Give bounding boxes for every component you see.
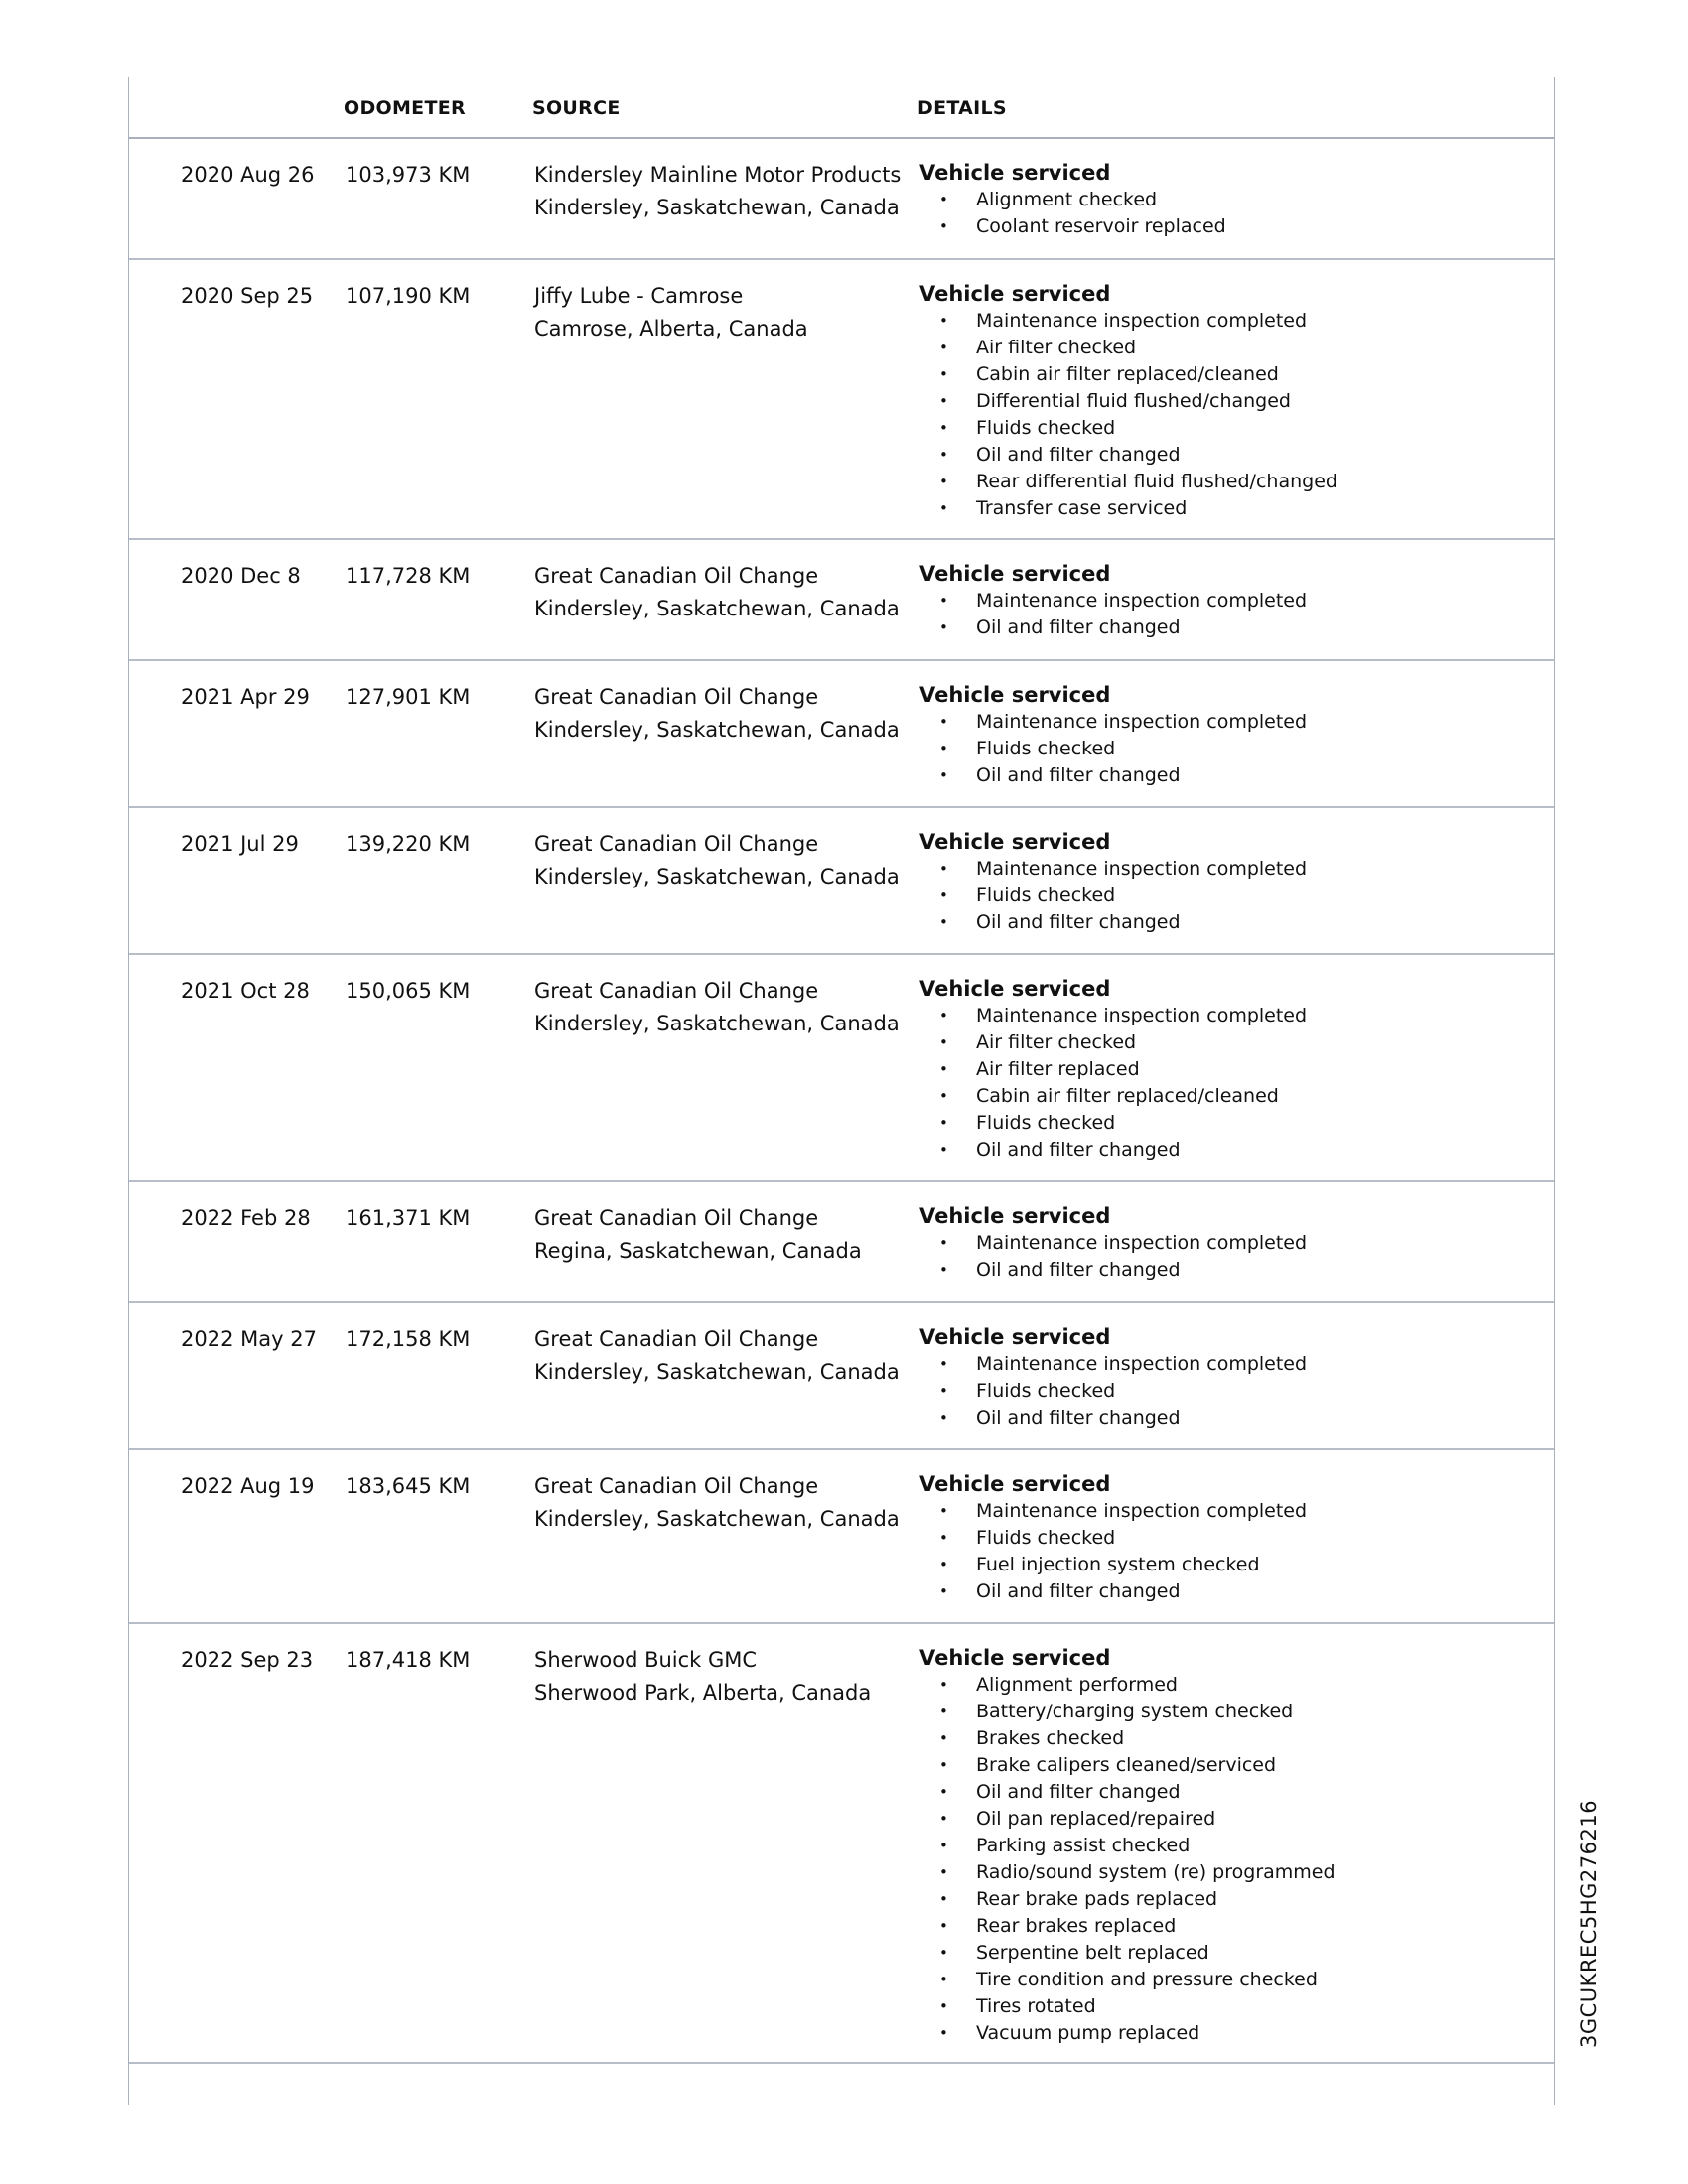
detail-items-list: [919, 1230, 1307, 1284]
list-item-text: Maintenance inspection completed: [976, 310, 1308, 332]
list-item: [919, 883, 1307, 909]
bullet-icon: •: [939, 1007, 948, 1024]
list-item-text: Maintenance inspection completed: [976, 1500, 1308, 1522]
source-name: Great Canadian Oil Change: [534, 685, 819, 709]
detail-items-list: [919, 308, 1337, 522]
list-item-text: Tires rotated: [976, 1995, 1096, 2017]
list-item-text: Rear brake pads replaced: [976, 1888, 1218, 1910]
list-item-text: Maintenance inspection completed: [976, 1232, 1308, 1254]
bullet-icon: •: [939, 1944, 948, 1962]
service-history-table: [128, 77, 1555, 2105]
source-name: Great Canadian Oil Change: [534, 832, 819, 856]
list-item: [919, 1806, 1336, 1833]
service-date: 2022 Sep 23: [181, 1648, 314, 1672]
service-date: 2021 Oct 28: [181, 979, 310, 1003]
detail-items-list: [919, 187, 1226, 240]
list-item: [919, 588, 1307, 614]
bullet-icon: •: [939, 913, 948, 931]
bullet-icon: •: [939, 446, 948, 464]
bullet-icon: •: [939, 1756, 948, 1774]
source-location: Sherwood Park, Alberta, Canada: [534, 1681, 872, 1705]
list-item: [919, 1672, 1336, 1699]
list-item-text: Differential fluid flushed/changed: [976, 390, 1291, 412]
service-details: [919, 975, 1307, 1163]
detail-items-list: [919, 1003, 1307, 1163]
list-item: [919, 1110, 1307, 1137]
list-item: [919, 187, 1226, 213]
bullet-icon: •: [939, 1783, 948, 1801]
list-item-text: Alignment performed: [976, 1674, 1178, 1696]
odometer-reading: 103,973 KM: [346, 163, 471, 187]
service-details: [919, 1644, 1336, 2047]
list-item: [919, 1378, 1307, 1405]
list-item-text: Oil and filter changed: [976, 1580, 1181, 1602]
list-item-text: Vacuum pump replaced: [976, 2022, 1200, 2044]
list-item-text: Fluids checked: [976, 417, 1116, 439]
list-item: [919, 388, 1337, 415]
list-item-text: Fluids checked: [976, 1527, 1116, 1549]
bullet-icon: •: [939, 2024, 948, 2042]
list-item-text: Oil and filter changed: [976, 1781, 1181, 1803]
service-source: [534, 828, 900, 893]
bullet-icon: •: [939, 1060, 948, 1078]
bullet-icon: •: [939, 1502, 948, 1520]
list-item-text: Rear brakes replaced: [976, 1915, 1177, 1937]
odometer-reading: 139,220 KM: [346, 832, 471, 856]
list-item: [919, 213, 1226, 240]
bullet-icon: •: [939, 860, 948, 878]
source-name: Great Canadian Oil Change: [534, 1327, 819, 1351]
bullet-icon: •: [939, 1409, 948, 1427]
list-item: [919, 614, 1307, 641]
detail-title: Vehicle serviced: [919, 830, 1111, 854]
service-source: [534, 560, 900, 625]
detail-title: Vehicle serviced: [919, 282, 1111, 306]
list-item: [919, 1993, 1336, 2020]
list-item-text: Oil and filter changed: [976, 1139, 1181, 1160]
list-item: [919, 1056, 1307, 1083]
list-item: [919, 1029, 1307, 1056]
service-date: 2022 Feb 28: [181, 1206, 311, 1230]
bullet-icon: •: [939, 740, 948, 757]
list-item-text: Oil and filter changed: [976, 764, 1181, 786]
list-item: [919, 1779, 1336, 1806]
list-item: [919, 1083, 1307, 1110]
list-item-text: Maintenance inspection completed: [976, 858, 1308, 880]
source-location: Kindersley, Saskatchewan, Canada: [534, 196, 900, 219]
bullet-icon: •: [939, 1261, 948, 1279]
list-item-text: Air filter checked: [976, 337, 1137, 358]
list-item: [919, 1257, 1307, 1284]
detail-title: Vehicle serviced: [919, 161, 1111, 185]
service-date: 2020 Aug 26: [181, 163, 315, 187]
list-item: [919, 469, 1337, 495]
detail-title: Vehicle serviced: [919, 562, 1111, 586]
source-location: Kindersley, Saskatchewan, Canada: [534, 597, 900, 620]
list-item-text: Oil and filter changed: [976, 444, 1181, 466]
detail-items-list: [919, 709, 1307, 789]
list-item-text: Maintenance inspection completed: [976, 590, 1308, 612]
list-item-text: Fluids checked: [976, 1380, 1116, 1402]
odometer-reading: 161,371 KM: [346, 1206, 471, 1230]
list-item: [919, 1405, 1307, 1432]
list-item-text: Coolant reservoir replaced: [976, 215, 1226, 237]
bullet-icon: •: [939, 312, 948, 330]
list-item-text: Fluids checked: [976, 885, 1116, 906]
table-row: [129, 139, 1554, 260]
source-name: Great Canadian Oil Change: [534, 979, 819, 1003]
list-item-text: Cabin air filter replaced/cleaned: [976, 363, 1279, 385]
table-header: [129, 77, 1554, 139]
list-item: [919, 1699, 1336, 1725]
list-item-text: Maintenance inspection completed: [976, 1005, 1308, 1026]
list-item: [919, 709, 1307, 736]
list-item-text: Radio/sound system (re) programmed: [976, 1861, 1336, 1883]
header-source: SOURCE: [532, 97, 621, 119]
list-item-text: Serpentine belt replaced: [976, 1942, 1209, 1964]
bullet-icon: •: [939, 1141, 948, 1159]
list-item: [919, 1351, 1307, 1378]
service-source: [534, 280, 808, 345]
bullet-icon: •: [939, 365, 948, 383]
service-source: [534, 975, 900, 1040]
list-item: [919, 736, 1307, 762]
list-item: [919, 495, 1337, 522]
table-row: [129, 955, 1554, 1182]
service-date: 2022 Aug 19: [181, 1474, 315, 1498]
detail-title: Vehicle serviced: [919, 1325, 1111, 1349]
list-item-text: Oil and filter changed: [976, 1259, 1181, 1281]
bullet-icon: •: [939, 713, 948, 731]
list-item: [919, 1578, 1307, 1605]
table-row: [129, 1450, 1554, 1624]
detail-items-list: [919, 1498, 1307, 1605]
odometer-reading: 127,901 KM: [346, 685, 471, 709]
list-item-text: Brakes checked: [976, 1727, 1125, 1749]
bullet-icon: •: [939, 1582, 948, 1600]
bullet-icon: •: [939, 1837, 948, 1854]
list-item: [919, 1833, 1336, 1859]
bullet-icon: •: [939, 392, 948, 410]
service-source: [534, 1323, 900, 1389]
service-date: 2021 Jul 29: [181, 832, 299, 856]
list-item: [919, 1498, 1307, 1525]
service-details: [919, 159, 1226, 240]
source-name: Great Canadian Oil Change: [534, 564, 819, 588]
bullet-icon: •: [939, 1917, 948, 1935]
list-item: [919, 1525, 1307, 1552]
bullet-icon: •: [939, 1729, 948, 1747]
service-details: [919, 1323, 1307, 1432]
list-item-text: Cabin air filter replaced/cleaned: [976, 1085, 1279, 1107]
list-item: [919, 1967, 1336, 1993]
bullet-icon: •: [939, 766, 948, 784]
list-item-text: Brake calipers cleaned/serviced: [976, 1754, 1277, 1776]
odometer-reading: 183,645 KM: [346, 1474, 471, 1498]
source-location: Camrose, Alberta, Canada: [534, 317, 808, 341]
service-details: [919, 681, 1307, 789]
list-item-text: Fuel injection system checked: [976, 1554, 1260, 1575]
list-item: [919, 1137, 1307, 1163]
source-location: Kindersley, Saskatchewan, Canada: [534, 865, 900, 888]
odometer-reading: 117,728 KM: [346, 564, 471, 588]
source-name: Sherwood Buick GMC: [534, 1648, 758, 1672]
detail-title: Vehicle serviced: [919, 1472, 1111, 1496]
bullet-icon: •: [939, 1529, 948, 1547]
odometer-reading: 107,190 KM: [346, 284, 471, 308]
table-row: [129, 1303, 1554, 1450]
service-source: [534, 1202, 862, 1268]
source-name: Great Canadian Oil Change: [534, 1206, 819, 1230]
table-row: [129, 540, 1554, 661]
list-item: [919, 856, 1307, 883]
list-item-text: Alignment checked: [976, 189, 1158, 210]
bullet-icon: •: [939, 1971, 948, 1988]
list-item-text: Oil and filter changed: [976, 616, 1181, 638]
source-name: Great Canadian Oil Change: [534, 1474, 819, 1498]
service-details: [919, 560, 1307, 641]
vin-side-text: 3GCUKREC5HG276216: [1577, 1799, 1601, 2048]
detail-title: Vehicle serviced: [919, 1204, 1111, 1228]
list-item: [919, 1725, 1336, 1752]
list-item: [919, 909, 1307, 936]
table-row: [129, 1624, 1554, 2064]
table-row: [129, 661, 1554, 808]
source-location: Kindersley, Saskatchewan, Canada: [534, 718, 900, 742]
bullet-icon: •: [939, 473, 948, 490]
list-item: [919, 1752, 1336, 1779]
bullet-icon: •: [939, 1997, 948, 2015]
odometer-reading: 172,158 KM: [346, 1327, 471, 1351]
list-item-text: Fluids checked: [976, 738, 1116, 759]
list-item: [919, 1940, 1336, 1967]
list-item: [919, 308, 1337, 335]
list-item: [919, 1859, 1336, 1886]
bullet-icon: •: [939, 887, 948, 904]
service-details: [919, 1202, 1307, 1284]
list-item-text: Fluids checked: [976, 1112, 1116, 1134]
list-item: [919, 361, 1337, 388]
bullet-icon: •: [939, 499, 948, 517]
source-location: Kindersley, Saskatchewan, Canada: [534, 1507, 900, 1531]
table-row: [129, 260, 1554, 540]
list-item-text: Parking assist checked: [976, 1835, 1191, 1856]
bullet-icon: •: [939, 1810, 948, 1828]
list-item: [919, 2020, 1336, 2047]
source-location: Kindersley, Saskatchewan, Canada: [534, 1360, 900, 1384]
list-item: [919, 1886, 1336, 1913]
list-item: [919, 1003, 1307, 1029]
detail-items-list: [919, 1672, 1336, 2047]
bullet-icon: •: [939, 592, 948, 610]
list-item: [919, 1230, 1307, 1257]
list-item-text: Transfer case serviced: [976, 497, 1188, 519]
list-item-text: Air filter checked: [976, 1031, 1137, 1053]
list-item-text: Maintenance inspection completed: [976, 711, 1308, 733]
service-source: [534, 681, 900, 747]
service-details: [919, 828, 1307, 936]
header-details: DETAILS: [917, 97, 1007, 119]
bullet-icon: •: [939, 1355, 948, 1373]
header-odometer: ODOMETER: [344, 97, 466, 119]
detail-items-list: [919, 588, 1307, 641]
service-source: [534, 159, 901, 224]
bullet-icon: •: [939, 1890, 948, 1908]
source-name: Kindersley Mainline Motor Products: [534, 163, 902, 187]
bullet-icon: •: [939, 1033, 948, 1051]
service-details: [919, 280, 1337, 522]
source-location: Regina, Saskatchewan, Canada: [534, 1239, 862, 1263]
bullet-icon: •: [939, 1703, 948, 1720]
detail-title: Vehicle serviced: [919, 1646, 1111, 1670]
service-date: 2021 Apr 29: [181, 685, 310, 709]
list-item-text: Oil and filter changed: [976, 911, 1181, 933]
service-date: 2020 Sep 25: [181, 284, 314, 308]
detail-title: Vehicle serviced: [919, 683, 1111, 707]
bullet-icon: •: [939, 1556, 948, 1573]
list-item: [919, 335, 1337, 361]
detail-items-list: [919, 1351, 1307, 1432]
bullet-icon: •: [939, 1114, 948, 1132]
table-row: [129, 808, 1554, 955]
odometer-reading: 150,065 KM: [346, 979, 471, 1003]
odometer-reading: 187,418 KM: [346, 1648, 471, 1672]
list-item-text: Oil pan replaced/repaired: [976, 1808, 1216, 1830]
list-item: [919, 415, 1337, 442]
bullet-icon: •: [939, 217, 948, 235]
bullet-icon: •: [939, 1382, 948, 1400]
service-source: [534, 1644, 871, 1709]
list-item-text: Rear differential fluid flushed/changed: [976, 471, 1337, 492]
table-body: [129, 139, 1554, 2064]
service-details: [919, 1470, 1307, 1605]
list-item-text: Battery/charging system checked: [976, 1701, 1294, 1722]
list-item: [919, 1552, 1307, 1578]
list-item: [919, 1913, 1336, 1940]
bullet-icon: •: [939, 1863, 948, 1881]
bullet-icon: •: [939, 618, 948, 636]
list-item-text: Air filter replaced: [976, 1058, 1140, 1080]
bullet-icon: •: [939, 1234, 948, 1252]
source-name: Jiffy Lube - Camrose: [534, 284, 744, 308]
detail-title: Vehicle serviced: [919, 977, 1111, 1001]
service-date: 2020 Dec 8: [181, 564, 301, 588]
bullet-icon: •: [939, 1676, 948, 1694]
bullet-icon: •: [939, 339, 948, 356]
bullet-icon: •: [939, 191, 948, 208]
table-row: [129, 1182, 1554, 1303]
list-item-text: Tire condition and pressure checked: [976, 1969, 1318, 1990]
list-item-text: Oil and filter changed: [976, 1407, 1181, 1429]
bullet-icon: •: [939, 419, 948, 437]
list-item: [919, 442, 1337, 469]
bullet-icon: •: [939, 1087, 948, 1105]
list-item: [919, 762, 1307, 789]
service-source: [534, 1470, 900, 1536]
list-item-text: Maintenance inspection completed: [976, 1353, 1308, 1375]
service-date: 2022 May 27: [181, 1327, 317, 1351]
detail-items-list: [919, 856, 1307, 936]
source-location: Kindersley, Saskatchewan, Canada: [534, 1012, 900, 1035]
